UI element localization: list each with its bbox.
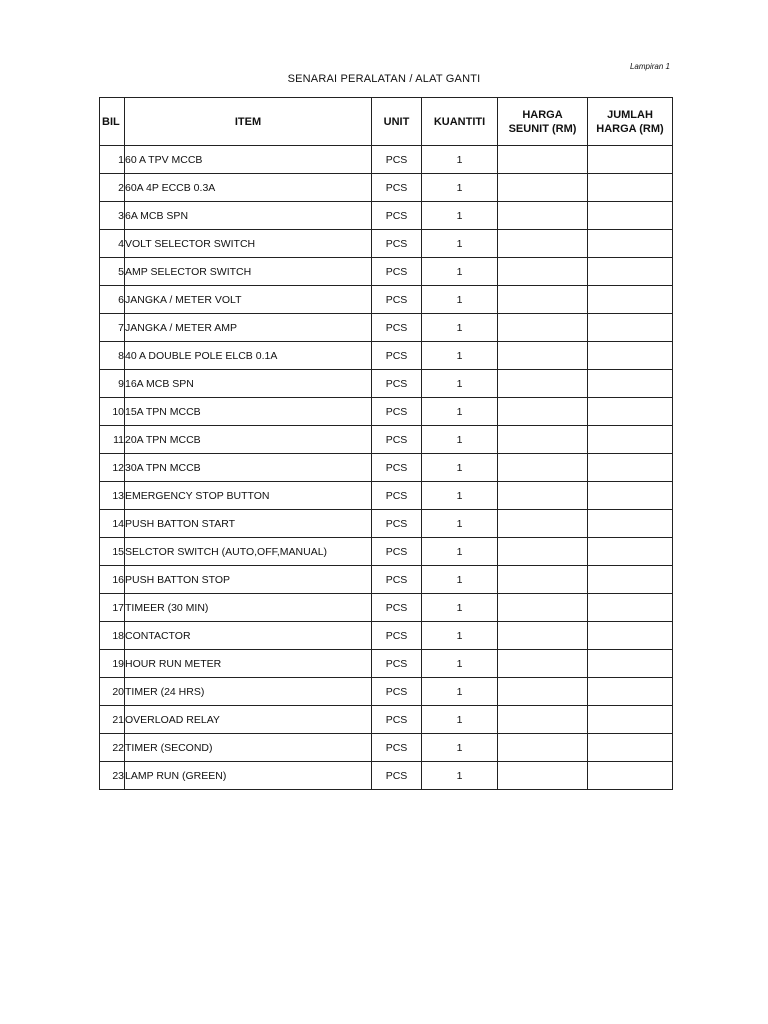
unit-cell: PCS bbox=[372, 230, 422, 258]
unit-cell: PCS bbox=[372, 258, 422, 286]
column-header-harga-seunit bbox=[498, 98, 588, 146]
row-number-cell: 4 bbox=[100, 230, 125, 258]
row-number-cell: 20 bbox=[100, 678, 125, 706]
item-name-cell: PUSH BATTON STOP bbox=[125, 566, 372, 594]
total-price-cell bbox=[588, 734, 673, 762]
unit-price-cell bbox=[498, 426, 588, 454]
total-price-cell bbox=[588, 342, 673, 370]
quantity-cell: 1 bbox=[422, 650, 498, 678]
table-row bbox=[100, 314, 673, 342]
row-number-cell: 11 bbox=[100, 426, 125, 454]
unit-price-cell bbox=[498, 762, 588, 790]
quantity-cell: 1 bbox=[422, 174, 498, 202]
unit-cell: PCS bbox=[372, 734, 422, 762]
unit-price-cell bbox=[498, 454, 588, 482]
table-row bbox=[100, 706, 673, 734]
unit-cell: PCS bbox=[372, 342, 422, 370]
total-price-cell bbox=[588, 566, 673, 594]
total-price-cell bbox=[588, 622, 673, 650]
table-row bbox=[100, 398, 673, 426]
unit-cell: PCS bbox=[372, 762, 422, 790]
item-name-cell: LAMP RUN (GREEN) bbox=[125, 762, 372, 790]
table-row bbox=[100, 286, 673, 314]
unit-cell: PCS bbox=[372, 538, 422, 566]
unit-price-cell bbox=[498, 566, 588, 594]
total-price-cell bbox=[588, 370, 673, 398]
unit-price-cell bbox=[498, 510, 588, 538]
row-number-cell: 15 bbox=[100, 538, 125, 566]
total-price-cell bbox=[588, 146, 673, 174]
table-row bbox=[100, 258, 673, 286]
quantity-cell: 1 bbox=[422, 510, 498, 538]
total-price-cell bbox=[588, 230, 673, 258]
total-price-cell bbox=[588, 202, 673, 230]
quantity-cell: 1 bbox=[422, 398, 498, 426]
quantity-cell: 1 bbox=[422, 286, 498, 314]
item-name-cell: AMP SELECTOR SWITCH bbox=[125, 258, 372, 286]
quantity-cell: 1 bbox=[422, 482, 498, 510]
column-header-kuantiti: KUANTITI bbox=[422, 98, 498, 146]
row-number-cell: 9 bbox=[100, 370, 125, 398]
row-number-cell: 14 bbox=[100, 510, 125, 538]
item-name-cell: EMERGENCY STOP BUTTON bbox=[125, 482, 372, 510]
unit-cell: PCS bbox=[372, 510, 422, 538]
quantity-cell: 1 bbox=[422, 566, 498, 594]
unit-cell: PCS bbox=[372, 314, 422, 342]
item-name-cell: TIMER (24 HRS) bbox=[125, 678, 372, 706]
unit-cell: PCS bbox=[372, 650, 422, 678]
unit-cell: PCS bbox=[372, 146, 422, 174]
quantity-cell: 1 bbox=[422, 202, 498, 230]
unit-cell: PCS bbox=[372, 678, 422, 706]
unit-price-cell bbox=[498, 314, 588, 342]
table-header-row bbox=[100, 98, 673, 146]
unit-price-cell bbox=[498, 678, 588, 706]
unit-price-cell bbox=[498, 230, 588, 258]
table-row bbox=[100, 454, 673, 482]
row-number-cell: 23 bbox=[100, 762, 125, 790]
quantity-cell: 1 bbox=[422, 454, 498, 482]
item-name-cell: 40 A DOUBLE POLE ELCB 0.1A bbox=[125, 342, 372, 370]
quantity-cell: 1 bbox=[422, 314, 498, 342]
item-name-cell: HOUR RUN METER bbox=[125, 650, 372, 678]
unit-price-cell bbox=[498, 342, 588, 370]
row-number-cell: 18 bbox=[100, 622, 125, 650]
unit-cell: PCS bbox=[372, 202, 422, 230]
table-row bbox=[100, 230, 673, 258]
total-price-cell bbox=[588, 258, 673, 286]
total-price-cell bbox=[588, 650, 673, 678]
row-number-cell: 21 bbox=[100, 706, 125, 734]
item-name-cell: JANGKA / METER AMP bbox=[125, 314, 372, 342]
table-row bbox=[100, 566, 673, 594]
item-name-cell: SELCTOR SWITCH (AUTO,OFF,MANUAL) bbox=[125, 538, 372, 566]
total-price-cell bbox=[588, 706, 673, 734]
unit-cell: PCS bbox=[372, 286, 422, 314]
quantity-cell: 1 bbox=[422, 678, 498, 706]
unit-cell: PCS bbox=[372, 370, 422, 398]
quantity-cell: 1 bbox=[422, 258, 498, 286]
quantity-cell: 1 bbox=[422, 426, 498, 454]
total-price-cell bbox=[588, 314, 673, 342]
quantity-cell: 1 bbox=[422, 230, 498, 258]
item-name-cell: 30A TPN MCCB bbox=[125, 454, 372, 482]
row-number-cell: 7 bbox=[100, 314, 125, 342]
table-row bbox=[100, 734, 673, 762]
total-price-cell bbox=[588, 510, 673, 538]
item-name-cell: JANGKA / METER VOLT bbox=[125, 286, 372, 314]
column-header-bil: BIL bbox=[100, 98, 125, 146]
total-price-cell bbox=[588, 538, 673, 566]
row-number-cell: 3 bbox=[100, 202, 125, 230]
row-number-cell: 8 bbox=[100, 342, 125, 370]
quantity-cell: 1 bbox=[422, 146, 498, 174]
unit-cell: PCS bbox=[372, 482, 422, 510]
unit-cell: PCS bbox=[372, 398, 422, 426]
unit-price-cell bbox=[498, 734, 588, 762]
item-name-cell: CONTACTOR bbox=[125, 622, 372, 650]
row-number-cell: 19 bbox=[100, 650, 125, 678]
column-header-harga-seunit-line2: SEUNIT (RM) bbox=[508, 122, 577, 135]
unit-price-cell bbox=[498, 370, 588, 398]
total-price-cell bbox=[588, 398, 673, 426]
table-row bbox=[100, 538, 673, 566]
quantity-cell: 1 bbox=[422, 734, 498, 762]
row-number-cell: 2 bbox=[100, 174, 125, 202]
quantity-cell: 1 bbox=[422, 538, 498, 566]
column-header-unit: UNIT bbox=[372, 98, 422, 146]
item-name-cell: TIMER (SECOND) bbox=[125, 734, 372, 762]
column-header-jumlah-harga-line2: HARGA (RM) bbox=[596, 122, 664, 135]
unit-price-cell bbox=[498, 286, 588, 314]
table-row bbox=[100, 370, 673, 398]
column-header-item: ITEM bbox=[125, 98, 372, 146]
quantity-cell: 1 bbox=[422, 622, 498, 650]
quantity-cell: 1 bbox=[422, 706, 498, 734]
item-name-cell: 16A MCB SPN bbox=[125, 370, 372, 398]
row-number-cell: 22 bbox=[100, 734, 125, 762]
table-row bbox=[100, 202, 673, 230]
total-price-cell bbox=[588, 286, 673, 314]
table-row bbox=[100, 762, 673, 790]
row-number-cell: 13 bbox=[100, 482, 125, 510]
unit-price-cell bbox=[498, 398, 588, 426]
unit-price-cell bbox=[498, 594, 588, 622]
total-price-cell bbox=[588, 454, 673, 482]
table-row bbox=[100, 342, 673, 370]
unit-price-cell bbox=[498, 482, 588, 510]
item-name-cell: PUSH BATTON START bbox=[125, 510, 372, 538]
unit-price-cell bbox=[498, 258, 588, 286]
equipment-table bbox=[99, 97, 673, 790]
unit-price-cell bbox=[498, 538, 588, 566]
quantity-cell: 1 bbox=[422, 762, 498, 790]
unit-cell: PCS bbox=[372, 174, 422, 202]
quantity-cell: 1 bbox=[422, 342, 498, 370]
table-row bbox=[100, 482, 673, 510]
row-number-cell: 5 bbox=[100, 258, 125, 286]
total-price-cell bbox=[588, 482, 673, 510]
total-price-cell bbox=[588, 426, 673, 454]
row-number-cell: 16 bbox=[100, 566, 125, 594]
total-price-cell bbox=[588, 174, 673, 202]
item-name-cell: 15A TPN MCCB bbox=[125, 398, 372, 426]
table-row bbox=[100, 510, 673, 538]
column-header-jumlah-harga bbox=[588, 98, 673, 146]
table-row bbox=[100, 174, 673, 202]
item-name-cell: TIMEER (30 MIN) bbox=[125, 594, 372, 622]
unit-price-cell bbox=[498, 202, 588, 230]
total-price-cell bbox=[588, 594, 673, 622]
quantity-cell: 1 bbox=[422, 370, 498, 398]
table-row bbox=[100, 678, 673, 706]
row-number-cell: 6 bbox=[100, 286, 125, 314]
row-number-cell: 1 bbox=[100, 146, 125, 174]
row-number-cell: 17 bbox=[100, 594, 125, 622]
row-number-cell: 12 bbox=[100, 454, 125, 482]
table-row bbox=[100, 594, 673, 622]
table-row bbox=[100, 622, 673, 650]
unit-price-cell bbox=[498, 650, 588, 678]
item-name-cell: 20A TPN MCCB bbox=[125, 426, 372, 454]
item-name-cell: 60 A TPV MCCB bbox=[125, 146, 372, 174]
item-name-cell: VOLT SELECTOR SWITCH bbox=[125, 230, 372, 258]
column-header-harga-seunit-line1: HARGA bbox=[522, 108, 563, 121]
item-name-cell: 6A MCB SPN bbox=[125, 202, 372, 230]
unit-price-cell bbox=[498, 174, 588, 202]
unit-price-cell bbox=[498, 706, 588, 734]
total-price-cell bbox=[588, 678, 673, 706]
item-name-cell: 60A 4P ECCB 0.3A bbox=[125, 174, 372, 202]
quantity-cell: 1 bbox=[422, 594, 498, 622]
appendix-label: Lampiran 1 bbox=[629, 62, 670, 71]
document-title: SENARAI PERALATAN / ALAT GANTI bbox=[287, 73, 481, 85]
table-row bbox=[100, 426, 673, 454]
table-row bbox=[100, 650, 673, 678]
unit-cell: PCS bbox=[372, 566, 422, 594]
item-name-cell: OVERLOAD RELAY bbox=[125, 706, 372, 734]
row-number-cell: 10 bbox=[100, 398, 125, 426]
unit-price-cell bbox=[498, 622, 588, 650]
total-price-cell bbox=[588, 762, 673, 790]
unit-cell: PCS bbox=[372, 594, 422, 622]
unit-cell: PCS bbox=[372, 454, 422, 482]
unit-cell: PCS bbox=[372, 426, 422, 454]
unit-cell: PCS bbox=[372, 706, 422, 734]
unit-price-cell bbox=[498, 146, 588, 174]
table-row bbox=[100, 146, 673, 174]
table-body bbox=[100, 146, 673, 790]
column-header-jumlah-harga-line1: JUMLAH bbox=[607, 108, 653, 121]
unit-cell: PCS bbox=[372, 622, 422, 650]
